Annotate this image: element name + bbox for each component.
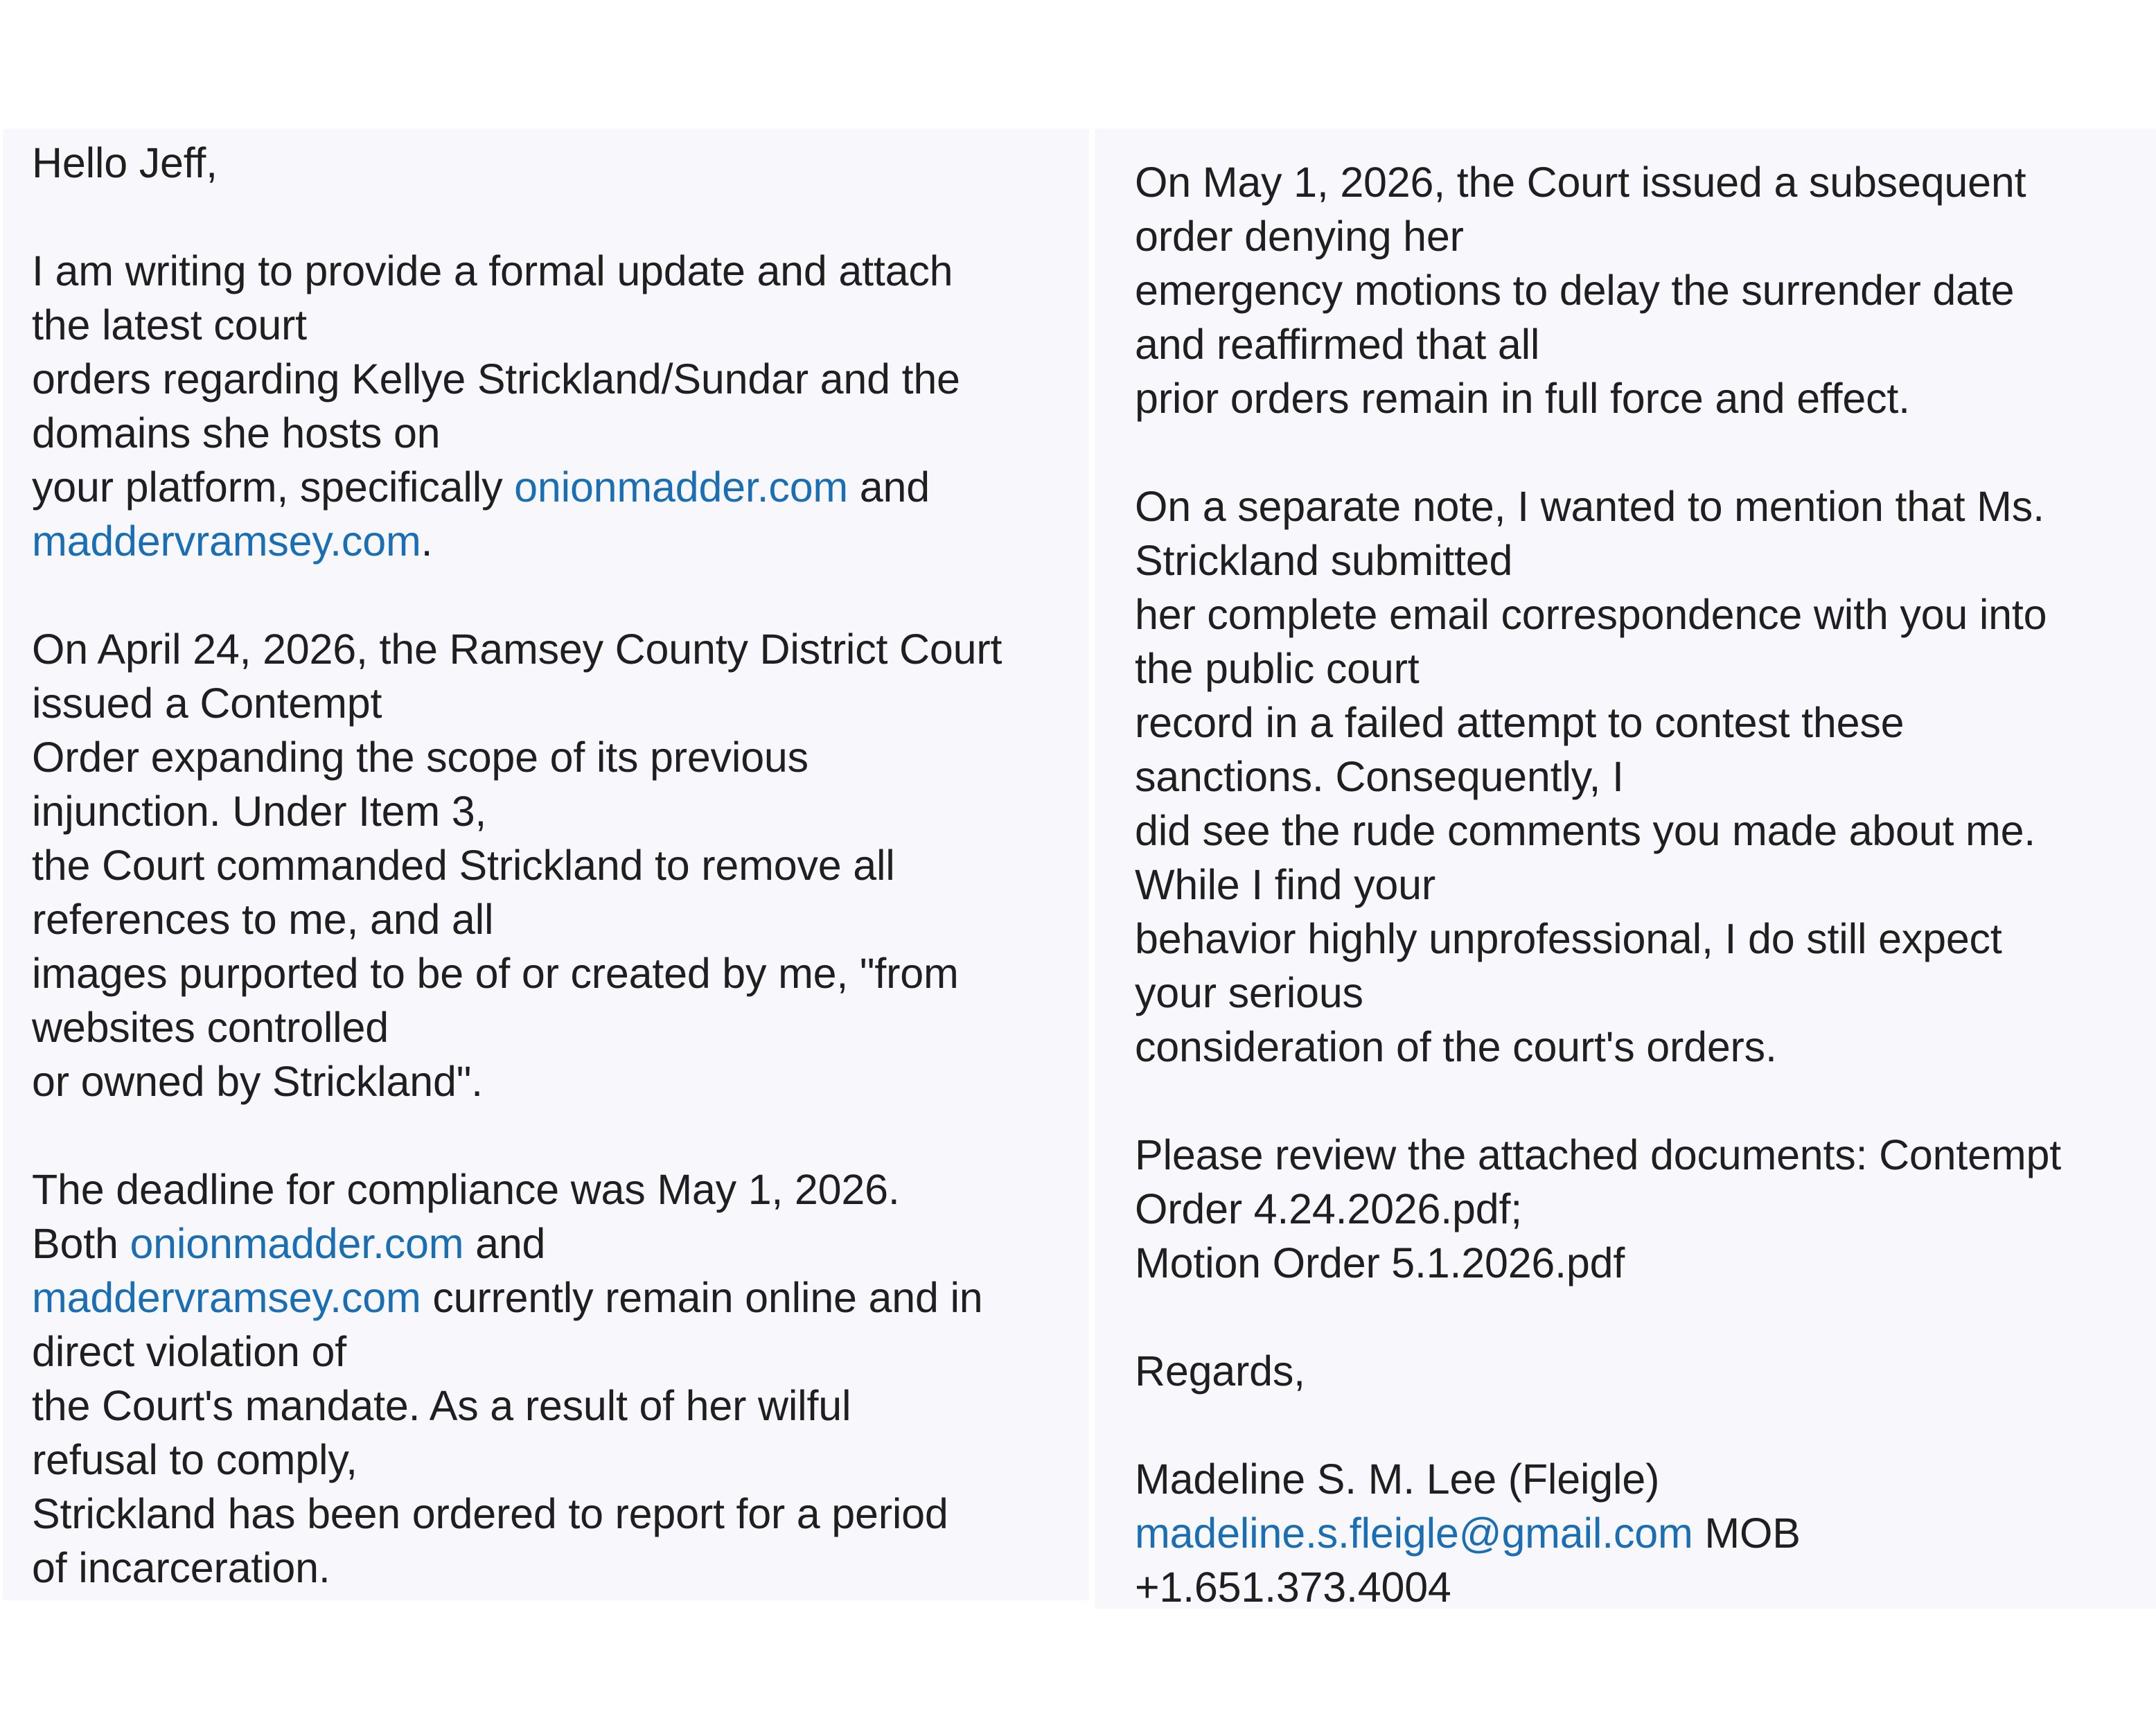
text-line: her complete email correspondence with you into [1135,591,2047,638]
paragraph-gap [1135,1398,2156,1452]
text-line: The deadline for compliance was May 1, 2026. [32,1166,900,1213]
text-line [32,460,1089,514]
text-line: On April 24, 2026, the Ramsey County District Court [32,626,1002,673]
text-line: refusal to comply, [32,1436,357,1483]
text-line: Order expanding the scope of its previous [32,734,808,781]
text-line: or owned by Strickland". [32,1058,483,1105]
text-line: your serious [1135,969,1363,1016]
signature-name: Madeline S. M. Lee (Fleigle) [1135,1456,1660,1503]
text-fragment: your platform, specifically [32,463,515,511]
text-fragment: Both [32,1220,130,1267]
paragraph-motion-order [1135,155,2156,425]
text-fragment: and [463,1220,546,1267]
closing: Regards, [1135,1347,1305,1395]
paragraph-gap [1135,1290,2156,1344]
text-line: Motion Order 5.1.2026.pdf [1135,1239,1625,1286]
text-line: consideration of the court's orders. [1135,1023,1777,1070]
text-line: Order 4.24.2026.pdf; [1135,1185,1522,1232]
text-line: order denying her [1135,213,1464,260]
paragraph-gap [32,568,1089,622]
text-line: of incarceration. [32,1544,330,1591]
link-maddervramsey[interactable]: maddervramsey.com [32,518,421,565]
paragraph-deadline [32,1162,1089,1595]
text-fragment: currently remain online and in [421,1274,983,1321]
text-line [32,1217,1089,1271]
text-line: behavior highly unprofessional, I do still expect [1135,915,2002,962]
text-line: emergency motions to delay the surrender date [1135,267,2015,314]
text-line [1135,1506,2156,1560]
signature-block [1135,1452,2156,1614]
text-line: issued a Contempt [32,680,382,727]
text-fragment: . [421,518,433,565]
text-line: prior orders remain in full force and effect. [1135,375,1910,422]
phone-number: +1.651.373.4004 [1135,1564,1451,1611]
text-line: While I find your [1135,861,1435,908]
paragraph-gap [32,1108,1089,1162]
text-line: references to me, and all [32,896,494,943]
text-line: the latest court [32,301,307,348]
text-line: Strickland submitted [1135,537,1513,584]
text-line [32,1271,1089,1325]
text-line: the Court's mandate. As a result of her wilful [32,1382,851,1429]
text-line: On May 1, 2026, the Court issued a subsequent [1135,159,2026,206]
text-line: record in a failed attempt to contest these [1135,699,1905,746]
text-line [32,514,1089,568]
link-onionmadder[interactable]: onionmadder.com [130,1220,464,1267]
text-line: orders regarding Kellye Strickland/Sundar and the [32,355,960,402]
text-fragment: and [848,463,930,511]
text-line: I am writing to provide a formal update and attach [32,247,953,294]
text-line: the public court [1135,645,1420,692]
text-line: images purported to be of or created by me, "from [32,950,959,997]
paragraph-gap [1135,1074,2156,1128]
paragraph-gap [32,190,1089,244]
greeting: Hello Jeff, [32,139,218,186]
text-line: Please review the attached documents: Contempt [1135,1131,2061,1178]
paragraph-intro [32,244,1089,568]
link-maddervramsey[interactable]: maddervramsey.com [32,1274,421,1321]
text-line: and reaffirmed that all [1135,321,1540,368]
text-line: the Court commanded Strickland to remove all [32,842,895,889]
mob-label: MOB [1693,1510,1801,1557]
letter-left-column [3,129,1089,1600]
text-line: On a separate note, I wanted to mention that Ms. [1135,483,2044,530]
paragraph-attachments [1135,1128,2156,1290]
link-onionmadder[interactable]: onionmadder.com [514,463,849,511]
text-line: domains she hosts on [32,409,441,457]
letter-right-column [1095,129,2156,1609]
paragraph-gap [1135,425,2156,479]
text-line: injunction. Under Item 3, [32,788,487,835]
email-link[interactable]: madeline.s.fleigle@gmail.com [1135,1510,1693,1557]
text-line: direct violation of [32,1328,346,1375]
paragraph-contempt-order [32,622,1089,1108]
text-line: Strickland has been ordered to report for a period [32,1490,948,1537]
text-line: sanctions. Consequently, I [1135,753,1624,800]
text-line: websites controlled [32,1004,389,1051]
text-line: did see the rude comments you made about me. [1135,807,2036,854]
paragraph-separate-note [1135,479,2156,1074]
